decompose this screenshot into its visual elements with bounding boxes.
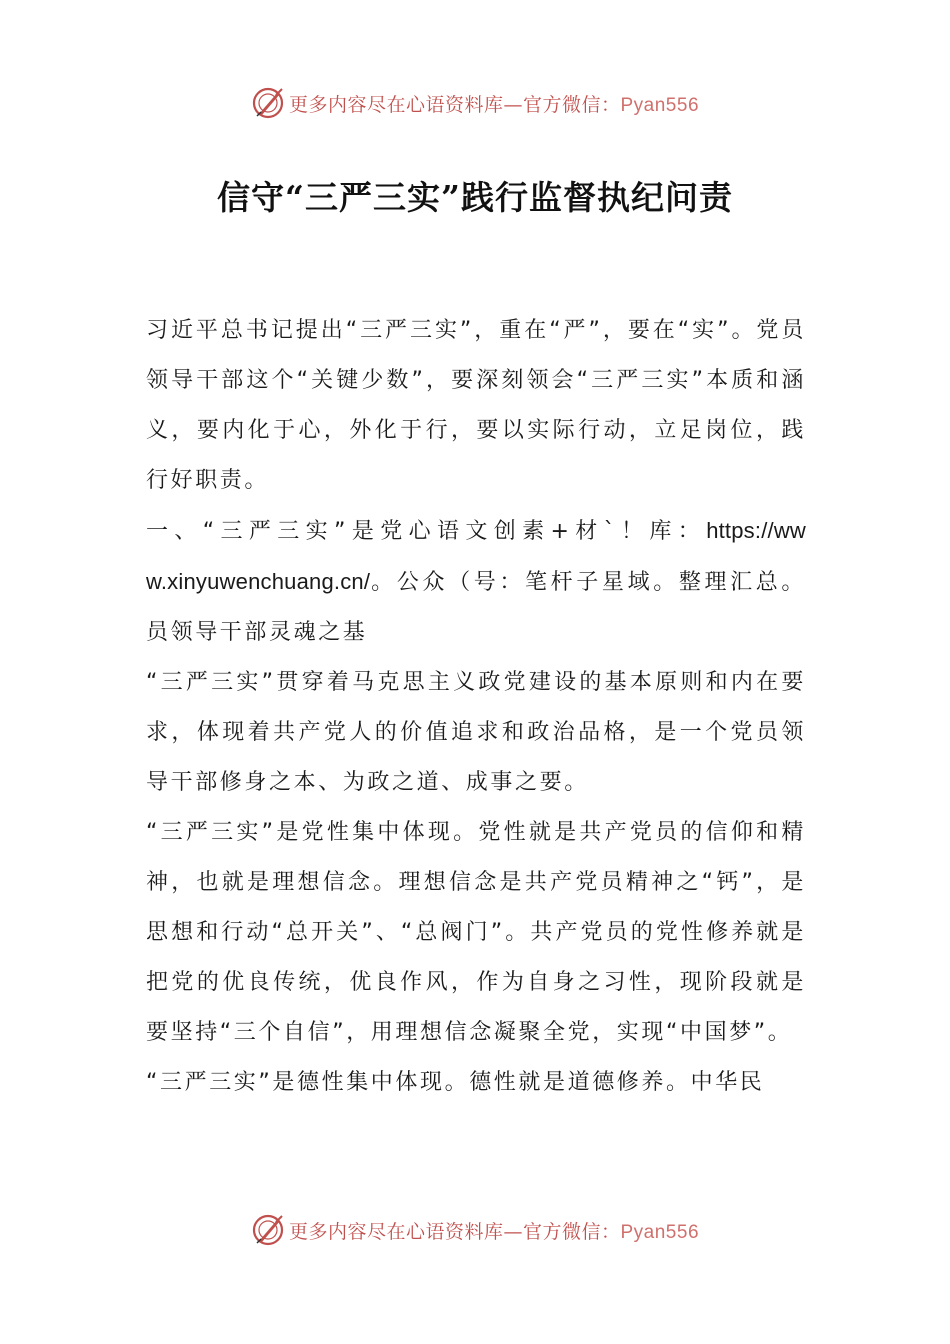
paragraph-virtue: “三严三实”是德性集中体现。德性就是道德修养。中华民 xyxy=(146,1070,765,1095)
watermark-label: 更多内容尽在心语资料库—官方微信： xyxy=(288,93,621,116)
quill-logo-icon xyxy=(251,86,285,120)
paragraph-principles: “三严三实”贯穿着马克思主义政党建设的基本原则和内在要求，体现着共产党人的价值追求和政治品格，是一个党员领导干部修身之本、为政之道、成事之要。 xyxy=(146,670,806,795)
paragraph-party-spirit: “三严三实”是党性集中体现。党性就是共产党员的信仰和精神，也就是理想信念。理想信念是共产党员精神之“钙”，是思想和行动“总开关”、“总阀门”。共产党员的党性修养就是把党的优良传统，优良作风，作为自身之习性，现阶段就是要坚持“三个自信”，用理想信念凝聚全党，实现“中国梦”。 xyxy=(146,820,806,1045)
paragraph-intro: 习近平总书记提出“三严三实”，重在“严”，要在“实”。党员领导干部这个“关键少数”，要深刻领会“三严三实”本质和涵义，要内化于心，外化于行，要以实际行动，立足岗位，践行好职责。 xyxy=(146,318,806,493)
document-title: 信守“三严三实”践行监督执纪问责 xyxy=(217,178,733,217)
paragraph-section-heading xyxy=(146,506,806,658)
quill-logo-icon xyxy=(251,1213,285,1247)
watermark-label: 更多内容尽在心语资料库—官方微信： xyxy=(288,1220,621,1243)
source-url-link[interactable]: https://www.xinyuwenchuang.cn/ xyxy=(146,518,806,594)
watermark-text xyxy=(289,1217,699,1244)
watermark-wechat-id: Pyan556 xyxy=(620,1221,700,1243)
watermark-wechat-id: Pyan556 xyxy=(620,94,700,116)
watermark-text xyxy=(289,90,699,117)
section-heading-text: 一、“三严三实”是党心语文创素+材`！库： xyxy=(146,519,707,544)
section-heading-tail: 。公众（号：笔杆子星域。整理汇总。员领导干部灵魂之基 xyxy=(146,570,806,645)
footer-watermark xyxy=(0,1210,950,1250)
document-body xyxy=(146,306,806,1108)
header-watermark xyxy=(0,83,950,123)
